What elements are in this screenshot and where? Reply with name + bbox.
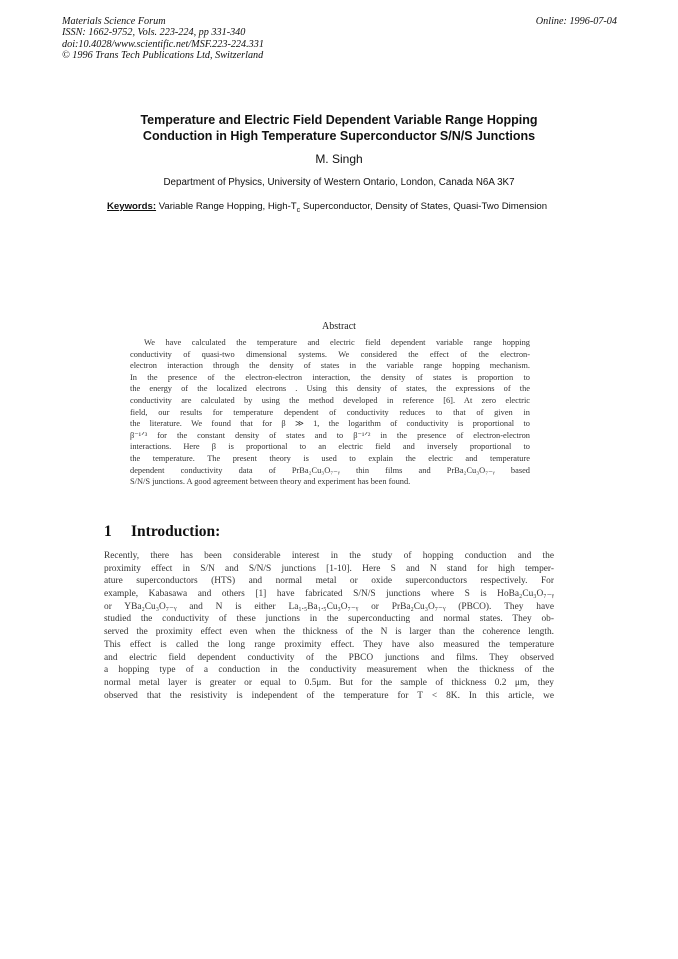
issn-line: ISSN: 1662-9752, Vols. 223-224, pp 331-340 [62, 27, 246, 39]
abstract-line: interactions. Here β is proportional to an electric field and inversely proportional to [130, 442, 530, 452]
section-title: Introduction: [131, 523, 221, 540]
abstract-line: In the presence of the electron-electron interaction, the density of states is proportion to [130, 372, 530, 382]
keywords-text-before: Variable Range Hopping, High-T [156, 201, 297, 212]
section-number: 1 [104, 523, 112, 540]
keywords-label: Keywords: [107, 201, 157, 212]
copyright-line: © 1996 Trans Tech Publications Ltd, Switzerland [62, 50, 264, 62]
online-date: Online: 1996-07-04 [535, 16, 617, 27]
abstract-line: β⁻¹ᐟ³ for the constant density of states and to β⁻¹ᐟ² in the presence of electron-electron [130, 430, 530, 440]
abstract-line: conductivity of quasi-two dimensional systems. We considered the effect of the electron- [130, 349, 530, 359]
author-name: M. Singh [315, 152, 363, 166]
intro-line: example, Kabasawa and others [1] have fabricated S/N/S junctions where S is HoBa₂Cu₃O₇₋ᵧ [104, 589, 554, 600]
intro-line: proximity effect in S/N and S/N/S junctions [1-10]. Here S and N stand for high temper- [104, 563, 554, 574]
intro-line: and electric field dependent conductivity of the PBCO junctions and films. They observed [104, 652, 554, 663]
abstract-line: We have calculated the temperature and electric field dependent variable range hopping [144, 338, 530, 347]
title-line-2: Conduction in High Temperature Superconductor S/N/S Junctions [142, 129, 536, 143]
journal-header [62, 16, 617, 62]
affiliation: Department of Physics, University of Western Ontario, London, Canada N6A 3K7 [163, 177, 515, 188]
paper-title [100, 112, 578, 144]
section-heading [104, 523, 220, 541]
abstract-line: electron interaction through the density of states in the variable range hopping mechanism. [130, 361, 530, 371]
intro-line: observed that the resistivity is independent of the temperature for T < 8K. In this article, we [104, 690, 554, 701]
journal-name: Materials Science Forum [62, 16, 166, 27]
keywords-subscript: c [296, 206, 301, 214]
title-line-1: Temperature and Electric Field Dependent Variable Range Hopping [140, 113, 538, 127]
intro-line: studied the conductivity of these junctions in the superconducting and normal states. They ob- [104, 614, 554, 625]
abstract-line: the literature. We found that for β ≫ 1, the logarithm of conductivity is proportional to [130, 419, 530, 429]
intro-line: a hopping type of a conduction in the conductivity measurement when the thickness of the [104, 665, 554, 676]
keywords-text-after: Superconductor, Density of States, Quasi-Two Dimension [300, 201, 548, 212]
abstract-line: dependent conductivity data of PrBa₂Cu₃O₇₋ᵧ thin films and PrBa₂Cu₃O₇₋ᵧ based [130, 465, 530, 475]
abstract-body [130, 337, 530, 488]
keywords [107, 201, 554, 217]
introduction-body [104, 550, 554, 702]
abstract-heading: Abstract [322, 321, 356, 332]
intro-line: This effect is called the long range proximity effect. They have also measured the temperature [104, 639, 554, 650]
intro-line: ature superconductors (HTS) and normal metal or oxide superconductors respectively. For [104, 576, 554, 587]
doi-link[interactable]: doi:10.4028/www.scientific.net/MSF.223-224.331 [62, 38, 264, 50]
intro-line: or YBa₂Cu₃O₇₋ᵧ and N is either La₁.₅Ba₁.₅Cu₃O₇₋ᵧ or PrBa₂Cu₃O₇₋ᵧ (PBCO). They have [104, 601, 554, 612]
intro-line: normal metal layer is greater or equal to 0.5μm. But for the sample of thickness 0.2 μm, they [104, 677, 554, 688]
abstract-line: the energy of the localized electrons . Using this density of states, the expressions of the [130, 384, 530, 394]
abstract-line: the temperature. The present theory is used to explain the electric and temperature [130, 453, 530, 463]
intro-line: Recently, there has been considerable interest in the study of hopping conduction and the [104, 551, 554, 561]
intro-line: served the proximity effect even when the thickness of the N is larger than the coherence length. [104, 627, 554, 638]
abstract-line: conductivity are calculated by using the method developed in reference [6]. At zero electric [130, 395, 530, 405]
abstract-line: S/N/S junctions. A good agreement between theory and experiment has been found. [130, 477, 411, 487]
abstract-line: field, our results for temperature dependent of conductivity reduces to that of given in [130, 407, 530, 417]
